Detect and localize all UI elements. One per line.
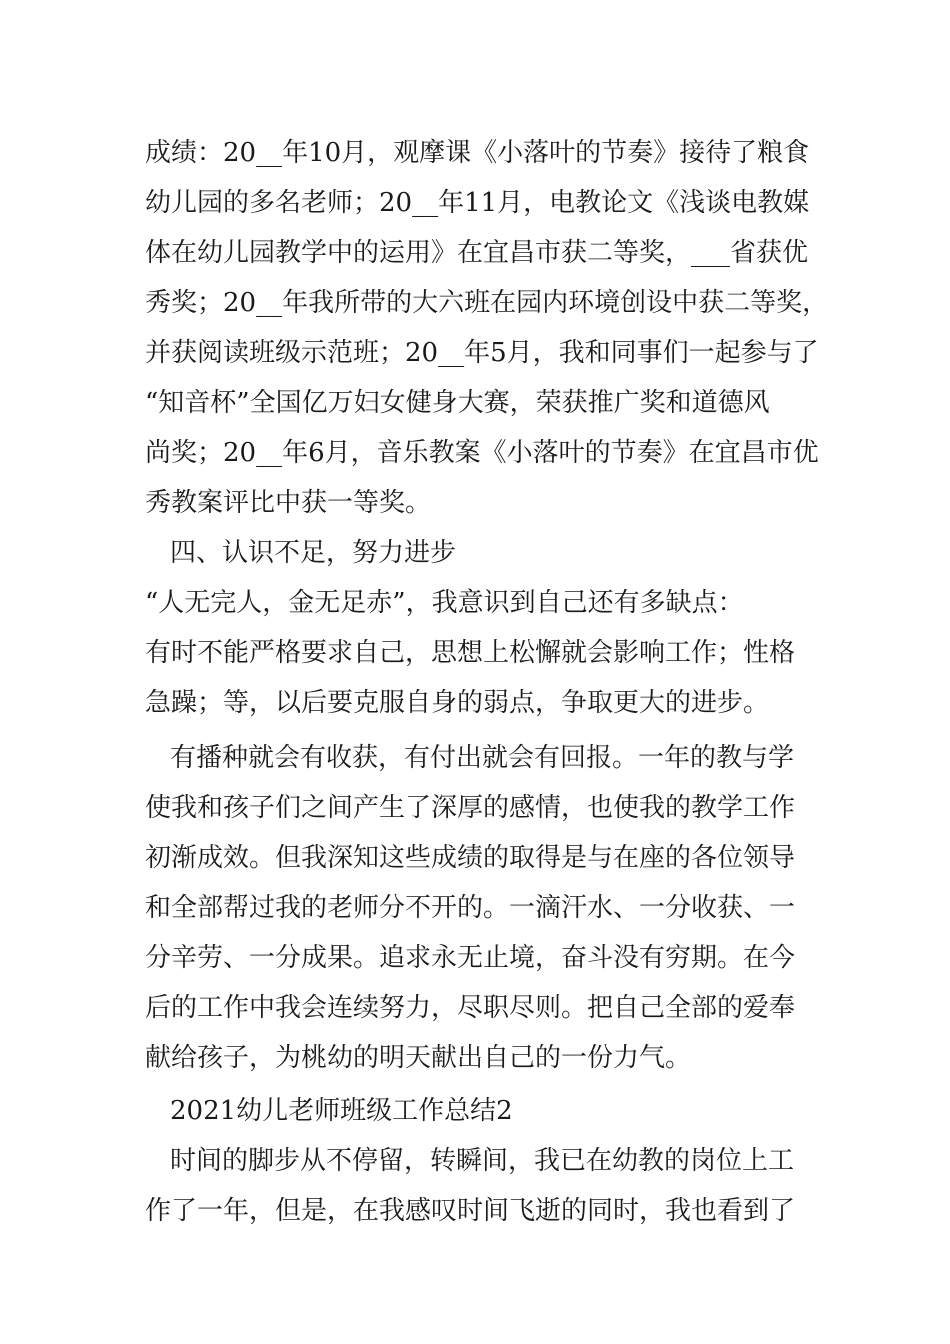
text-line: 时间的脚步从不停留，转瞬间，我已在幼教的岗位上工 — [170, 1146, 795, 1176]
text-line: 急躁；等，以后要克服自身的弱点，争取更大的进步。 — [145, 688, 770, 718]
text-line: 幼儿园的多名老师；20__年11月，电教论文《浅谈电教媒 — [145, 188, 810, 218]
text-line: 后的工作中我会连续努力，尽职尽则。把自己全部的爱奉 — [145, 993, 796, 1023]
text-line: 初渐成效。但我深知这些成绩的取得是与在座的各位领导 — [145, 843, 796, 873]
text-line: “知音杯”全国亿万妇女健身大赛，荣获推广奖和道德风 — [145, 388, 770, 418]
text-line: 体在幼儿园教学中的运用》在宜昌市获二等奖，___省获优 — [145, 238, 809, 268]
text-line: 有播种就会有收获，有付出就会有回报。一年的教与学 — [170, 743, 795, 773]
text-line: 并获阅读班级示范班；20__年5月，我和同事们一起参与了 — [145, 338, 819, 368]
text-line: 分辛劳、一分成果。追求永无止境，奋斗没有穷期。在今 — [145, 943, 796, 973]
text-line: 成绩：20__年10月，观摩课《小落叶的节奏》接待了粮食 — [145, 138, 810, 168]
text-line: 使我和孩子们之间产生了深厚的感情，也使我的教学工作 — [145, 793, 796, 823]
text-line: 献给孩子，为桃幼的明天献出自己的一份力气。 — [145, 1043, 692, 1073]
text-line: “人无完人，金无足赤”，我意识到自己还有多缺点： — [145, 588, 744, 618]
section-heading: 四、认识不足，努力进步 — [170, 538, 457, 568]
text-line: 秀奖；20__年我所带的大六班在园内环境创设中获二等奖， — [145, 288, 829, 318]
section-heading: 2021幼儿老师班级工作总结2 — [170, 1096, 513, 1126]
text-line: 有时不能严格要求自己，思想上松懈就会影响工作；性格 — [145, 638, 796, 668]
text-line: 作了一年，但是，在我感叹时间飞逝的同时，我也看到了 — [145, 1196, 796, 1226]
text-line: 秀教案评比中获一等奖。 — [145, 488, 432, 518]
text-line: 和全部帮过我的老师分不开的。一滴汗水、一分收获、一 — [145, 893, 796, 923]
text-line: 尚奖；20__年6月，音乐教案《小落叶的节奏》在宜昌市优 — [145, 438, 819, 468]
